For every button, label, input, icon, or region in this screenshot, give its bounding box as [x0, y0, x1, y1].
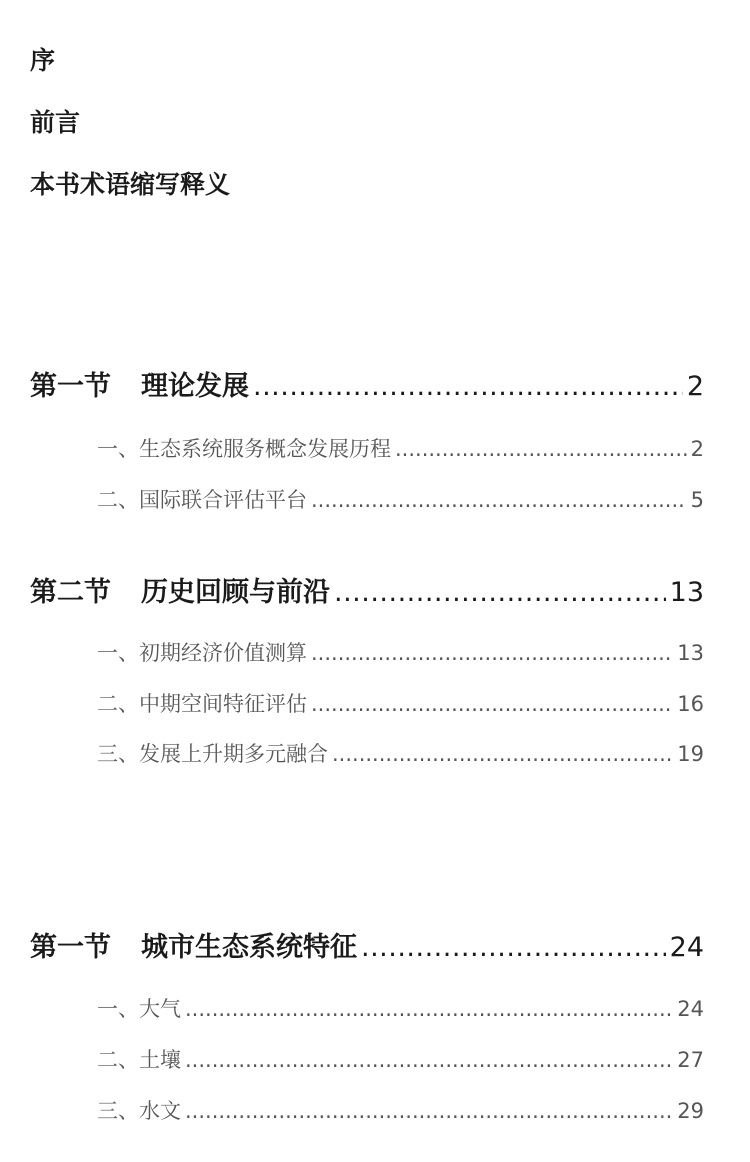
toc-dot-leader	[185, 994, 673, 1024]
toc-page-number: 16	[677, 692, 704, 716]
toc-section-number: 第二节	[30, 577, 111, 608]
toc-section-entry[interactable]	[30, 574, 704, 612]
toc-page-number: 24	[669, 932, 704, 963]
toc-page-number: 5	[690, 488, 704, 512]
toc-subsection-entry[interactable]	[97, 434, 704, 464]
toc-section-title	[30, 929, 357, 967]
toc-dot-leader	[395, 434, 687, 464]
toc-subsection-title: 二、土壤	[97, 1048, 181, 1072]
toc-subsection-entry[interactable]	[97, 1096, 704, 1126]
toc-page-number: 24	[677, 997, 704, 1021]
toc-page-number: 2	[690, 437, 704, 461]
toc-subsection-entry[interactable]	[97, 485, 704, 515]
toc-page-number: 13	[677, 641, 704, 665]
toc-dot-leader	[311, 485, 687, 515]
toc-subsection-title: 一、初期经济价值测算	[97, 641, 307, 665]
toc-front-item-label: 前言	[30, 108, 81, 137]
toc-section-entry[interactable]	[30, 929, 704, 967]
toc-dot-leader	[334, 574, 666, 612]
toc-section-name: 城市生态系统特征	[141, 932, 357, 963]
toc-front-item-label: 序	[30, 46, 56, 75]
toc-dot-leader	[361, 929, 666, 967]
toc-front-item-preface[interactable]	[30, 44, 55, 78]
toc-dot-leader	[185, 1096, 673, 1126]
toc-subsection-title: 一、生态系统服务概念发展历程	[97, 437, 391, 461]
toc-front-item-abbreviations[interactable]	[30, 168, 230, 202]
toc-subsection-title: 三、发展上升期多元融合	[97, 742, 328, 766]
toc-section-title	[30, 368, 249, 406]
toc-section-name: 理论发展	[141, 371, 249, 402]
toc-page-number: 27	[677, 1048, 704, 1072]
toc-page-number: 2	[686, 371, 704, 402]
toc-dot-leader	[185, 1045, 673, 1075]
toc-front-item-foreword[interactable]	[30, 106, 80, 140]
toc-subsection-entry[interactable]	[97, 994, 704, 1024]
toc-dot-leader	[332, 739, 673, 769]
toc-dot-leader	[311, 638, 673, 668]
toc-subsection-title: 三、水文	[97, 1099, 181, 1123]
toc-page-number: 13	[669, 577, 704, 608]
toc-section-name: 历史回顾与前沿	[141, 577, 330, 608]
toc-section-number: 第一节	[30, 932, 111, 963]
toc-subsection-title: 一、大气	[97, 997, 181, 1021]
toc-section-number: 第一节	[30, 371, 111, 402]
toc-subsection-entry[interactable]	[97, 638, 704, 668]
toc-dot-leader	[311, 689, 673, 719]
toc-subsection-entry[interactable]	[97, 689, 704, 719]
toc-subsection-entry[interactable]	[97, 739, 704, 769]
toc-page-number: 19	[677, 742, 704, 766]
toc-subsection-entry[interactable]	[97, 1045, 704, 1075]
toc-section-title	[30, 574, 330, 612]
toc-section-entry[interactable]	[30, 368, 704, 406]
toc-page-number: 29	[677, 1099, 704, 1123]
toc-front-item-label: 本书术语缩写释义	[30, 170, 231, 199]
toc-dot-leader	[253, 368, 683, 406]
toc-subsection-title: 二、国际联合评估平台	[97, 488, 307, 512]
toc-subsection-title: 二、中期空间特征评估	[97, 692, 307, 716]
